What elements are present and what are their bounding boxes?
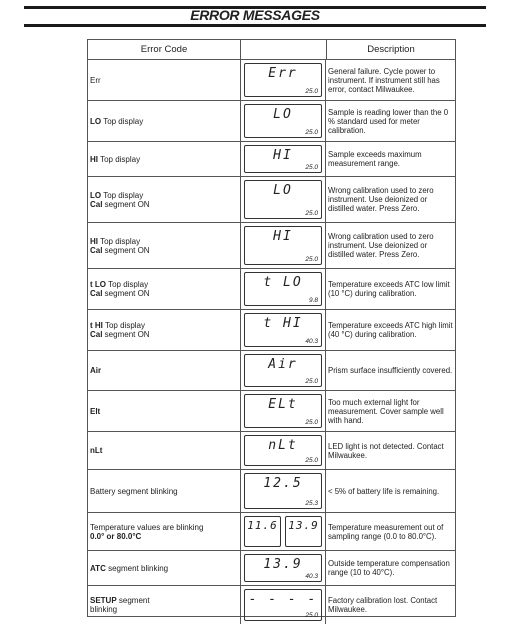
description-text: LED light is not detected. Contact Milwaukee. — [328, 441, 444, 460]
error-code — [90, 351, 238, 390]
lcd-display — [244, 589, 322, 621]
lcd-display — [244, 145, 322, 173]
display-cell — [240, 60, 326, 100]
error-code-bold-2: Cal — [90, 199, 103, 209]
lcd-display — [244, 226, 322, 265]
error-code-text: Top display — [98, 154, 141, 164]
description — [328, 269, 453, 309]
description-text: General failure. Cycle power to instrument. If instrument still has error, contact Milwaukee. — [328, 66, 440, 94]
lcd-main: HI — [273, 229, 293, 244]
error-code-text: Top display — [101, 190, 144, 200]
description-text: Outside temperature compensation range (10 to 40°C). — [328, 559, 450, 577]
lcd-main: LO — [273, 183, 293, 198]
lcd-sub: 25.0 — [305, 612, 318, 619]
table-header — [88, 40, 455, 60]
error-code — [90, 269, 238, 309]
lcd-sub: 40.3 — [305, 573, 318, 580]
error-code-bold: HI — [90, 154, 98, 164]
display-cell — [240, 223, 326, 268]
lcd-main: 12.5 — [263, 476, 303, 491]
lcd-sub: 25.0 — [305, 457, 318, 464]
description — [328, 142, 453, 176]
table-row — [88, 432, 455, 470]
description-text: Prism surface insufficiently covered. — [328, 366, 453, 375]
error-code-text: Top display — [106, 280, 149, 289]
error-code-bold-2: Cal — [90, 289, 103, 298]
error-code-text: Top display — [98, 236, 141, 246]
error-code-text-2: segment ON — [102, 330, 150, 339]
display-cell — [240, 470, 326, 512]
error-code-bold: HI — [90, 236, 98, 246]
display-cell — [240, 177, 326, 222]
table-row — [88, 177, 455, 223]
description — [328, 223, 453, 268]
table-row — [88, 351, 455, 391]
error-code — [90, 60, 238, 100]
lcd-main-2: 13.9 — [288, 519, 319, 532]
table-row — [88, 310, 455, 351]
lcd-main: t LO — [263, 275, 303, 290]
description-text: Factory calibration lost. Contact Milwaukee. — [328, 596, 438, 614]
lcd-display — [244, 516, 281, 547]
table-row — [88, 586, 455, 624]
description — [328, 586, 453, 624]
error-code-bold: nLt — [90, 446, 103, 455]
lcd-display — [244, 354, 322, 387]
table-row — [88, 60, 455, 101]
table-row — [88, 269, 455, 310]
error-code-text-2: blinking — [90, 605, 118, 614]
lcd-sub: 25.0 — [305, 129, 318, 136]
lcd-sub: 25.3 — [305, 500, 318, 507]
description-text: Too much external light for measurement. Cover sample well with hand. — [328, 397, 444, 425]
error-code-text: Temperature values are blinking — [90, 522, 204, 532]
lcd-sub: 25.0 — [305, 419, 318, 426]
lcd-main: LO — [273, 107, 293, 122]
error-code-text: segment blinking — [105, 563, 169, 573]
lcd-display — [244, 180, 322, 219]
table-row — [88, 551, 455, 586]
error-code-text-2: segment ON — [102, 245, 150, 255]
lcd-main: HI — [273, 148, 293, 163]
error-code — [90, 586, 238, 624]
description-text: Sample is reading lower than the 0 % standard used for meter calibration. — [328, 107, 449, 135]
display-cell — [240, 351, 326, 390]
display-cell — [240, 142, 326, 176]
lcd-main: - - - - — [248, 592, 318, 607]
lcd-sub: 25.0 — [305, 210, 318, 217]
description — [328, 310, 453, 350]
description — [328, 432, 453, 469]
table-row — [88, 513, 455, 551]
lcd-display — [244, 394, 322, 428]
lcd-sub: 25.0 — [305, 88, 318, 95]
description — [328, 177, 453, 222]
header-description: Description — [367, 44, 415, 55]
lcd-display — [244, 473, 322, 509]
error-code-bold-2: 0.0° or 80.0°C — [90, 531, 142, 541]
error-code — [90, 470, 238, 512]
description-text: Wrong calibration used to zero instrument. Use deionized or distilled water. Press Zero. — [328, 232, 434, 259]
error-code — [90, 177, 238, 222]
error-code-bold: SETUP — [90, 596, 117, 605]
error-code — [90, 391, 238, 431]
display-cell — [240, 432, 326, 469]
lcd-main: 13.9 — [263, 557, 303, 572]
lcd-main: nLt — [268, 438, 298, 453]
table-row — [88, 142, 455, 177]
lcd-main: ELt — [268, 397, 298, 412]
lcd-display — [244, 104, 322, 138]
error-code-text: Battery segment blinking — [90, 486, 178, 496]
lcd-main: Err — [268, 66, 298, 81]
error-code-text: Err — [90, 75, 101, 85]
display-cell — [240, 310, 326, 350]
description — [328, 60, 453, 100]
description-text: Temperature measurement out of sampling range (0.0 to 80.0°C). — [328, 522, 444, 541]
error-code — [90, 513, 238, 550]
lcd-main: Air — [268, 357, 298, 372]
error-code-bold: Elt — [90, 406, 101, 416]
error-table — [87, 39, 456, 617]
error-code-bold: LO — [90, 190, 102, 200]
error-code-text-2: segment ON — [102, 289, 150, 298]
header-display — [240, 40, 327, 59]
error-code-bold: t HI — [90, 321, 103, 330]
description — [328, 513, 453, 550]
display-cell — [240, 391, 326, 431]
error-code-bold-2: Cal — [90, 245, 103, 255]
error-code — [90, 551, 238, 585]
description-text: Sample exceeds maximum measurement range. — [328, 150, 422, 168]
error-code-text: segment — [116, 596, 150, 605]
header-error-code: Error Code — [88, 40, 241, 59]
error-code-text: Top display — [102, 321, 145, 330]
display-cell — [240, 101, 326, 141]
table-row — [88, 470, 455, 513]
error-code — [90, 223, 238, 268]
description-text: Temperature exceeds ATC high limit (40 °C) during calibration. — [328, 321, 453, 339]
description — [328, 551, 453, 585]
table-row — [88, 101, 455, 142]
page-title: ERROR MESSAGES — [190, 7, 320, 23]
title-rule — [24, 24, 486, 27]
lcd-display — [244, 435, 322, 466]
lcd-display — [244, 554, 322, 582]
error-code — [90, 142, 238, 176]
error-code — [90, 101, 238, 141]
lcd-display-2 — [285, 516, 322, 547]
error-code-bold: ATC — [90, 563, 106, 573]
error-code-bold: LO — [90, 116, 102, 126]
description — [328, 470, 453, 512]
description — [328, 101, 453, 141]
description — [328, 351, 453, 390]
error-code — [90, 432, 238, 469]
error-code-bold-2: Cal — [90, 330, 103, 339]
error-code-bold: Air — [90, 366, 102, 375]
lcd-display — [244, 63, 322, 97]
error-code-text-2: segment ON — [102, 199, 150, 209]
lcd-main: t HI — [263, 316, 303, 331]
lcd-display — [244, 313, 322, 347]
lcd-sub: 9.8 — [308, 297, 318, 304]
display-cell — [240, 551, 326, 585]
lcd-display — [244, 272, 322, 306]
description-text: Temperature exceeds ATC low limit (10 °C) during calibration. — [328, 280, 450, 298]
table-row — [88, 223, 455, 269]
description — [328, 391, 453, 431]
display-cell — [240, 586, 326, 624]
description-text: Wrong calibration used to zero instrument. Use deionized or distilled water. Press Zero. — [328, 186, 434, 213]
lcd-sub: 25.0 — [305, 256, 318, 263]
table-row — [88, 391, 455, 432]
error-code — [90, 310, 238, 350]
error-code-bold: t LO — [90, 280, 106, 289]
lcd-sub: 40.3 — [305, 338, 318, 345]
display-cell — [240, 513, 326, 550]
lcd-sub: 25.0 — [305, 164, 318, 171]
display-cell — [240, 269, 326, 309]
lcd-sub: 25.0 — [305, 378, 318, 385]
error-code-text: Top display — [101, 116, 144, 126]
description-text: < 5% of battery life is remaining. — [328, 486, 440, 496]
lcd-main: 11.6 — [247, 519, 278, 532]
